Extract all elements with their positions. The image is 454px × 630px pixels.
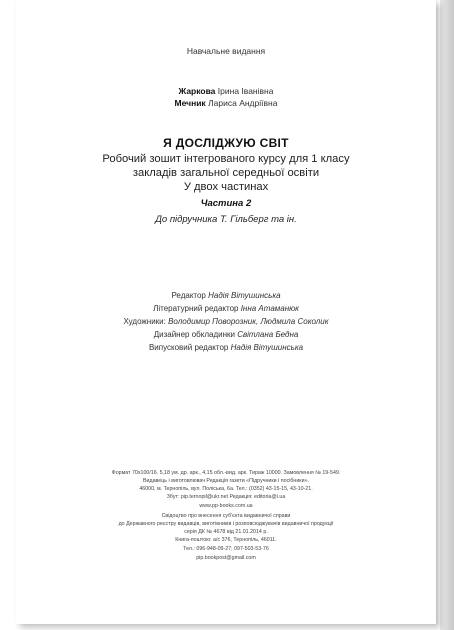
subtitle-line: Робочий зошит інтегрованого курсу для 1 класу: [102, 153, 350, 165]
credit-name: Інна Атаманюк: [240, 304, 299, 313]
credit-role: Випусковий редактор: [148, 343, 229, 352]
imprint-line: Видавець і виготовлювач Редакція газети «Підручники і посібники».: [142, 478, 310, 484]
edition-kind: Навчальне видання: [186, 46, 266, 56]
credit-line: [16, 291, 436, 300]
imprint-line: до Державного реєстру видавців, виготівників і розповсюджувачів видавничої продукції: [118, 521, 334, 527]
page-gutter-shadow: [440, 0, 454, 630]
imprint-line: Книга-поштою: а/с 376, Тернопіль, 46011.: [175, 537, 277, 543]
credit-name: Володимир Поворозник, Людмила Соколик: [168, 317, 329, 326]
imprint-line: Свідоцтво про внесення суб'єкта видавничої справи: [161, 513, 291, 519]
credit-name: Надія Вітушинська: [208, 291, 281, 300]
part-label: Частина 2: [200, 198, 252, 209]
credit-line: [16, 317, 436, 326]
author-surname: Жаркова: [178, 86, 216, 96]
author-given-name: Ірина Іванівна: [217, 86, 274, 96]
credit-line: [16, 304, 436, 313]
credit-role: Редактор: [171, 291, 206, 300]
subtitle-line: закладів загальної середньої освіти: [132, 167, 320, 179]
author-given-name: Лариса Андріївна: [208, 98, 278, 108]
imprint-line: pip.bookpost@gmail.com: [196, 555, 256, 561]
credit-line: [16, 343, 436, 352]
author-line: [16, 98, 436, 108]
imprint-line: Тел.: 096-948-09-27; 097-503-53-76: [183, 546, 269, 552]
author-surname: Мечник: [174, 98, 206, 108]
imprint-line: 46000, м. Тернопіль, вул. Поліська, 6а. Тел.: (0352) 43-15-15, 43-10-21.: [139, 486, 313, 492]
credit-line: [16, 330, 436, 339]
textbook-reference: До підручника Т. Гільберг та ін.: [155, 214, 297, 225]
imprint-line: www.pp-books.com.ua: [199, 503, 253, 509]
credit-role: Художники:: [123, 317, 166, 326]
imprint-line: Збут: pip.ternopil@ukr.net Редакція: editoria@i.ua: [166, 494, 286, 500]
credit-role: Літературний редактор: [153, 304, 239, 313]
author-line: [16, 86, 436, 96]
credit-name: Надія Вітушинська: [230, 343, 304, 352]
book-title: Я ДОСЛІДЖУЮ СВІТ: [163, 136, 289, 150]
credit-name: Світлана Бедна: [237, 330, 299, 339]
document-page: [16, 0, 436, 624]
credit-role: Дизайнер обкладинки: [153, 330, 235, 339]
imprint-line: Формат 70х100/16. 5,18 ум. др. арк., 4,15 обл.-вид. арк. Тираж 10000. Замовлення № 19-549.: [111, 470, 341, 476]
subtitle-line: У двох частинах: [183, 181, 269, 193]
imprint-line: серія ДК № 4678 від 21.01.2014 р.: [184, 529, 268, 535]
